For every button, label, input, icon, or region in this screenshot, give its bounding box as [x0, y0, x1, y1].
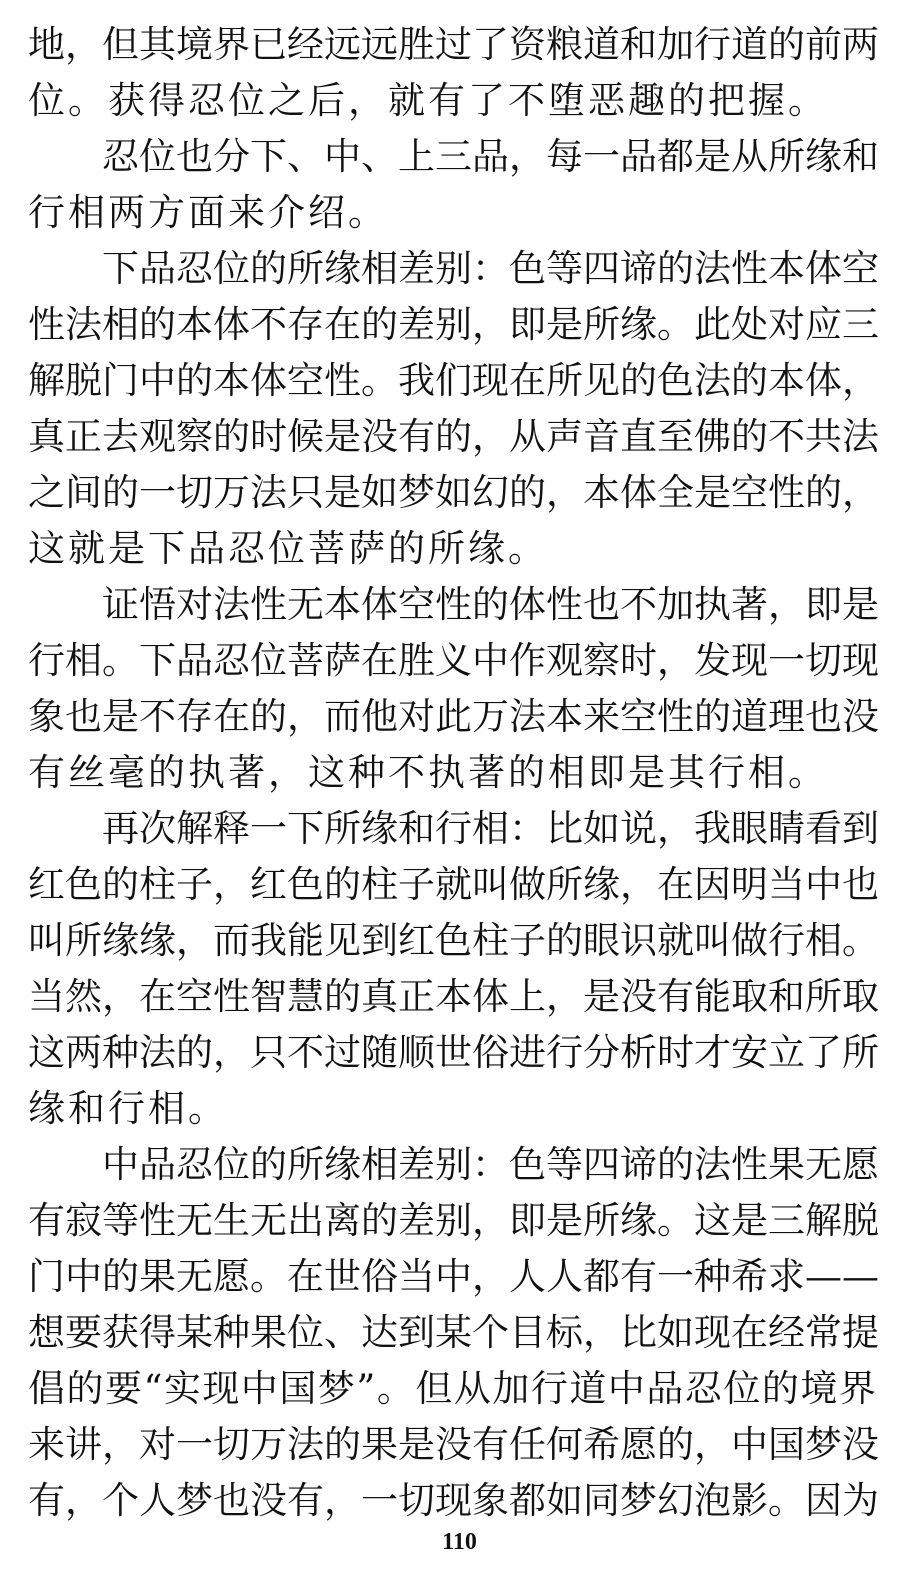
paragraph-start-line: 中品忍位的所缘相差别：色等四谛的法性果无愿 — [102, 1143, 879, 1186]
text-line: 来讲，对一切万法的果是没有任何希愿的，中国梦没 — [28, 1423, 879, 1466]
text-line: 之间的一切万法只是如梦如幻的，本体全是空性的， — [28, 471, 879, 514]
text-line: 有，个人梦也没有，一切现象都如同梦幻泡影。因为 — [28, 1479, 879, 1522]
text-line: 解脱门中的本体空性。我们现在所见的色法的本体， — [28, 359, 879, 402]
text-line: 位。获得忍位之后，就有了不堕恶趣的把握。 — [28, 79, 828, 122]
text-line: 地，但其境界已经远远胜过了资粮道和加行道的前两 — [28, 23, 879, 66]
text-line: 这两种法的，只不过随顺世俗进行分析时才安立了所 — [28, 1031, 879, 1074]
text-line: 倡的要“实现中国梦”。但从加行道中品忍位的境界 — [28, 1367, 878, 1410]
text-line: 有寂等性无生无出离的差别，即是所缘。这是三解脱 — [28, 1199, 879, 1242]
paragraph-start-line: 下品忍位的所缘相差别：色等四谛的法性本体空 — [102, 247, 879, 290]
text-line: 这就是下品忍位菩萨的所缘。 — [28, 527, 548, 570]
text-line: 真正去观察的时候是没有的，从声音直至佛的不共法 — [28, 415, 879, 458]
text-line: 行相两方面来介绍。 — [28, 191, 388, 234]
paragraph-start-line: 忍位也分下、中、上三品，每一品都是从所缘和 — [102, 135, 879, 178]
text-line: 红色的柱子，红色的柱子就叫做所缘，在因明当中也 — [28, 863, 879, 906]
paragraph-start-line: 再次解释一下所缘和行相：比如说，我眼睛看到 — [102, 807, 879, 850]
page-number: 110 — [442, 1529, 477, 1555]
text-line: 当然，在空性智慧的真正本体上，是没有能取和所取 — [28, 975, 879, 1018]
text-line: 行相。下品忍位菩萨在胜义中作观察时，发现一切现 — [28, 639, 879, 682]
text-line: 性法相的本体不存在的差别，即是所缘。此处对应三 — [28, 303, 879, 346]
text-line: 门中的果无愿。在世俗当中，人人都有一种希求—— — [28, 1255, 879, 1298]
text-line: 缘和行相。 — [28, 1087, 228, 1130]
text-line: 想要获得某种果位、达到某个目标，比如现在经常提 — [28, 1311, 879, 1354]
text-line: 叫所缘缘，而我能见到红色柱子的眼识就叫做行相。 — [28, 919, 879, 962]
text-line: 有丝毫的执著，这种不执著的相即是其行相。 — [28, 751, 828, 794]
paragraph-start-line: 证悟对法性无本体空性的体性也不加执著，即是 — [102, 583, 879, 626]
text-line: 象也是不存在的，而他对此万法本来空性的道理也没 — [28, 695, 879, 738]
